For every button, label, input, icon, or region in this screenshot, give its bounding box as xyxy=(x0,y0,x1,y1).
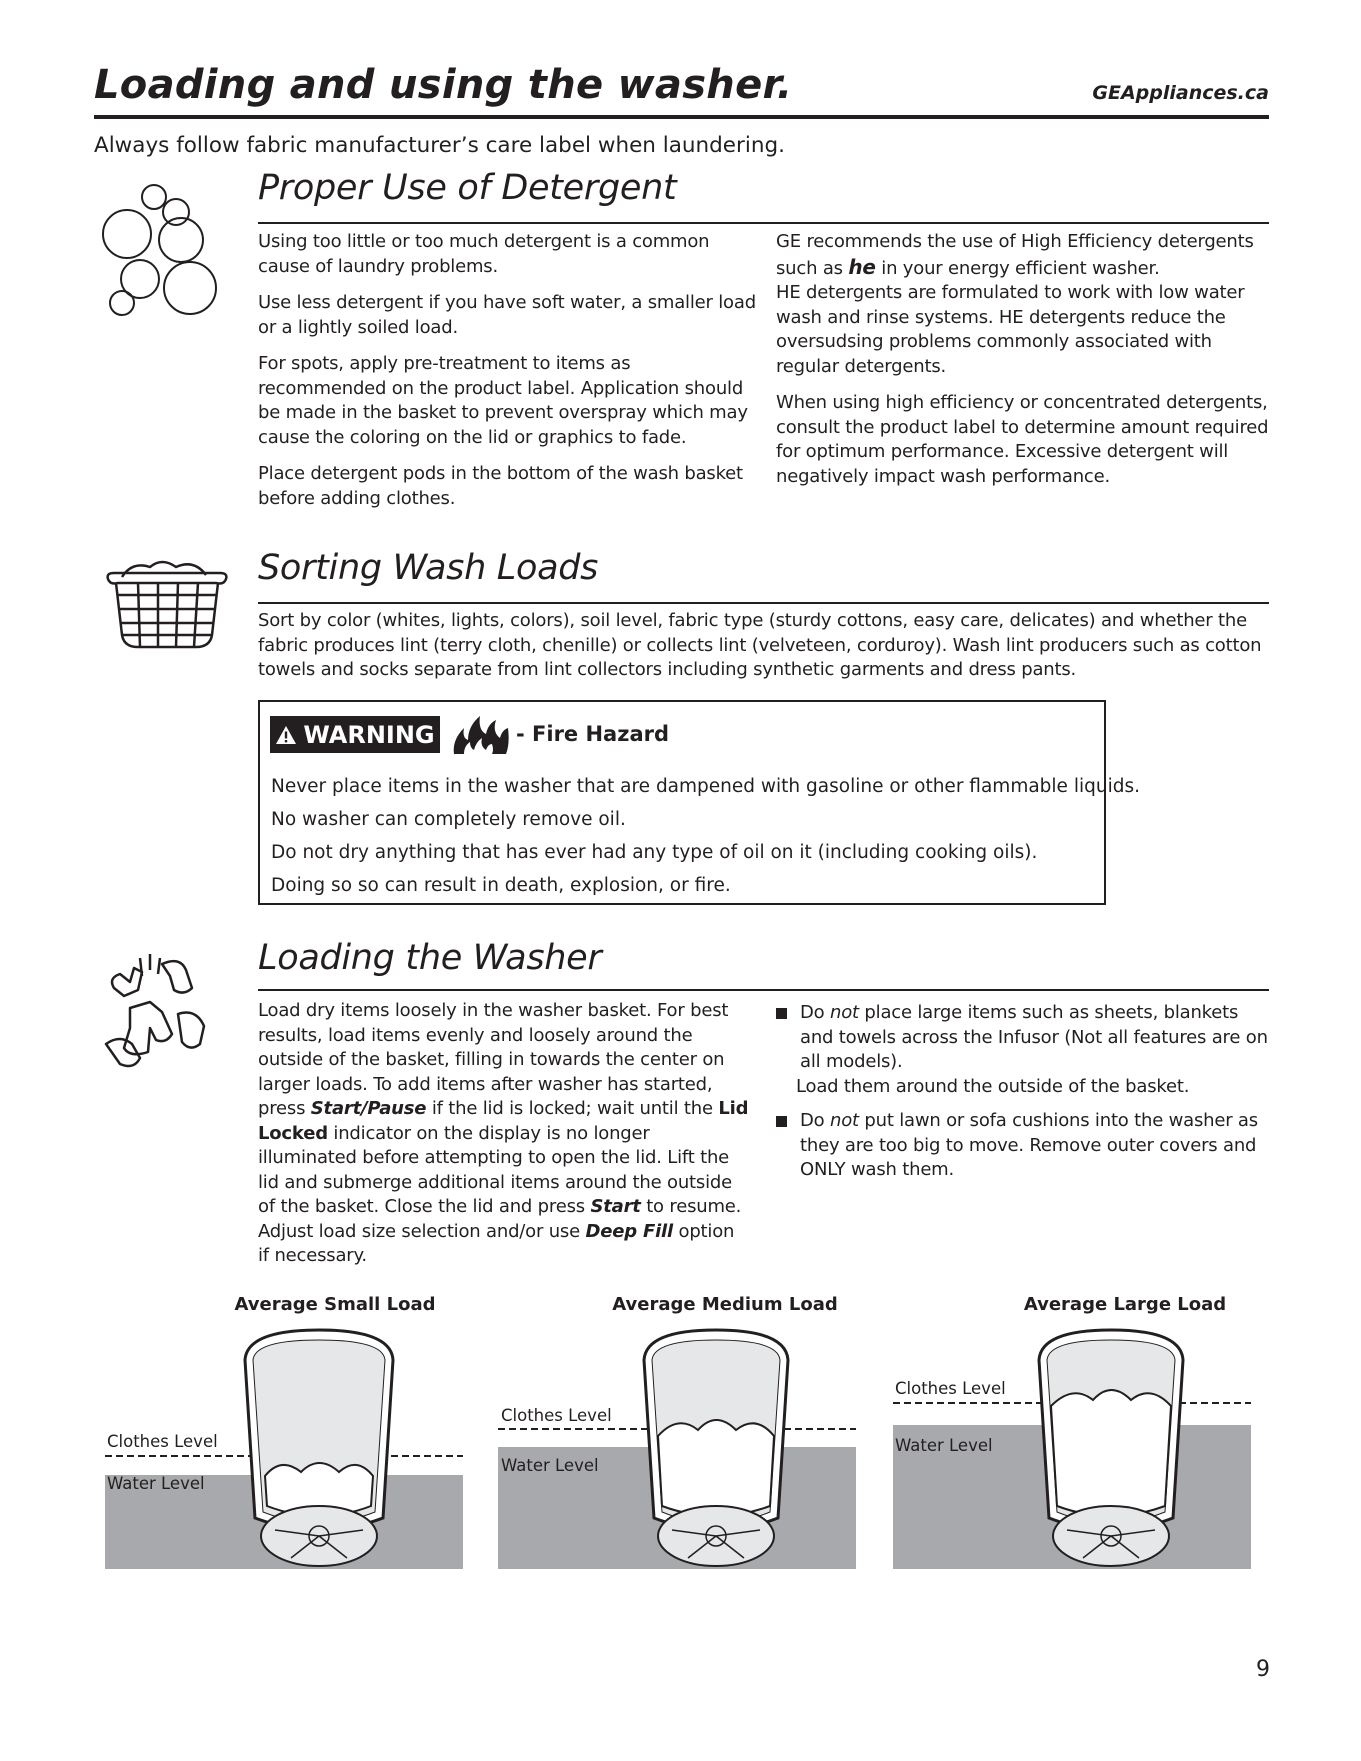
lid-locked-term: Lid Locked xyxy=(258,1098,749,1144)
fire-hazard-label: - Fire Hazard xyxy=(516,722,670,746)
large-load-diagram xyxy=(893,1326,1253,1586)
page-title: Loading and using the washer. xyxy=(94,62,793,108)
he-brand: he xyxy=(848,254,876,279)
bullet-item xyxy=(776,1001,1268,1099)
medium-water-level-label: Water Level xyxy=(501,1456,599,1475)
fire-icon xyxy=(450,714,512,756)
large-clothes-level-label: Clothes Level xyxy=(895,1379,1006,1398)
large-water-level-label: Water Level xyxy=(895,1436,993,1455)
bullet-text: Do xyxy=(800,1110,830,1131)
clothes-icon xyxy=(100,948,220,1078)
bullet-emphasis: not xyxy=(830,1002,859,1023)
small-load-title: Average Small Load xyxy=(234,1294,436,1315)
sorting-text: Sort by color (whites, lights, colors), soil level, fabric type (sturdy cottons, easy care, delicates) and whether the fabric produces lint (terry cloth, chenille) or collects lint (velveteen, corduroy). Wash lint producers such as cotton towels and socks separate from lint collectors including synthetic garments and dress pants. xyxy=(258,610,1262,680)
deep-fill-term: Deep Fill xyxy=(585,1220,673,1242)
loading-rule xyxy=(258,989,1269,991)
start-pause-term: Start/Pause xyxy=(310,1098,427,1119)
warning-label: WARNING xyxy=(303,720,435,749)
page-number: 9 xyxy=(1256,1657,1270,1682)
detergent-paragraph: Place detergent pods in the bottom of the wash basket before adding clothes. xyxy=(258,463,743,509)
bullet-continuation: Load them around the outside of the basket. xyxy=(796,1075,1190,1097)
site-url: GEAppliances.ca xyxy=(1092,82,1269,104)
warning-triangle-icon xyxy=(275,725,297,745)
warning-box xyxy=(258,700,1140,905)
he-text: GE recommends the use of High Efficiency detergents such as xyxy=(776,231,1254,279)
loading-bullets xyxy=(776,1001,1268,1193)
detergent-rule xyxy=(258,222,1269,224)
loading-text-part: if the lid is locked; wait until the xyxy=(426,1098,719,1119)
loading-text-part: to resume. Adjust load size selection and/or use xyxy=(258,1196,742,1242)
bullet-item xyxy=(776,1109,1268,1183)
sorting-section-title: Sorting Wash Loads xyxy=(258,548,599,588)
warning-line: Doing so so can result in death, explosion, or fire. xyxy=(271,875,731,896)
loading-section-title: Loading the Washer xyxy=(258,938,602,978)
title-rule xyxy=(94,115,1269,119)
bullet-text: put lawn or sofa cushions into the washer as they are too big to move. Remove outer covers and ONLY wash them. xyxy=(800,1110,1258,1180)
intro-text: Always follow fabric manufacturer’s care label when laundering. xyxy=(94,133,785,158)
detergent-paragraph: Using too little or too much detergent is a common cause of laundry problems. xyxy=(258,231,710,277)
start-term: Start xyxy=(590,1196,641,1217)
bullet-text: Do xyxy=(800,1002,830,1023)
concentrated-info: When using high efficiency or concentrated detergents, consult the product label to determine amount required for optimum performance. Excessive detergent will negatively impact wash performance. xyxy=(776,392,1269,487)
warning-badge xyxy=(270,716,440,753)
detergent-paragraph: Use less detergent if you have soft water, a smaller load or a lightly soiled load. xyxy=(258,292,756,338)
bubbles-icon xyxy=(100,182,225,322)
warning-lines xyxy=(271,770,1140,902)
warning-line: No washer can completely remove oil. xyxy=(271,809,626,830)
medium-load-title: Average Medium Load xyxy=(612,1294,838,1315)
he-text: in your energy efficient washer. xyxy=(875,257,1160,279)
laundry-basket-icon xyxy=(102,555,232,655)
sorting-rule xyxy=(258,602,1269,604)
loading-text-part: Load dry items loosely in the washer basket. For best results, load items evenly and loosely around the outside of the basket, filling in towards the center on larger loads. To add items after washer has started, press xyxy=(258,1000,729,1119)
warning-line: Do not dry anything that has ever had any type of oil on it (including cooking oils). xyxy=(271,842,1038,863)
detergent-left-column xyxy=(258,230,758,523)
loading-text xyxy=(258,999,750,1269)
loading-text-part: indicator on the display is no longer illuminated before attempting to open the lid. Lift the lid and submerge additional items around the outside of the basket. Close the lid and press xyxy=(258,1122,732,1217)
large-load-title: Average Large Load xyxy=(1023,1294,1227,1315)
small-clothes-level-label: Clothes Level xyxy=(107,1432,218,1451)
detergent-paragraph: For spots, apply pre-treatment to items as recommended on the product label. Application should be made in the basket to prevent overspray which may cause the coloring on the lid or graphics to fade. xyxy=(258,353,748,448)
he-recommendation xyxy=(776,230,1270,281)
bullet-text: place large items such as sheets, blankets and towels across the Infusor (Not all features are on all models). xyxy=(800,1002,1268,1072)
small-load-diagram xyxy=(105,1326,465,1586)
detergent-right-column xyxy=(776,230,1270,501)
he-detergent-info: HE detergents are formulated to work with low water wash and rinse systems. HE detergents reduce the oversudsing problems commonly associated with regular detergents. xyxy=(776,282,1245,377)
detergent-section-title: Proper Use of Detergent xyxy=(258,168,677,208)
loading-text-part: option if necessary. xyxy=(258,1220,735,1266)
medium-clothes-level-label: Clothes Level xyxy=(501,1406,612,1425)
bullet-emphasis: not xyxy=(830,1110,859,1131)
small-water-level-label: Water Level xyxy=(107,1474,205,1493)
warning-line: Never place items in the washer that are dampened with gasoline or other flammable liquids. xyxy=(271,776,1140,797)
